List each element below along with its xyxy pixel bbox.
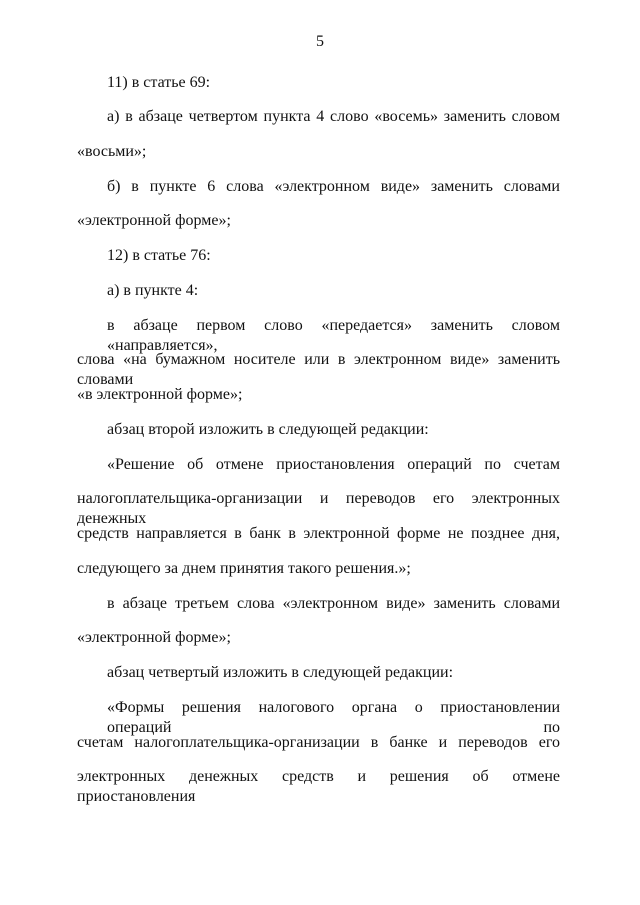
page-number: 5 <box>316 33 324 50</box>
paragraph-line: «восьми»; <box>77 143 147 160</box>
paragraph-line: в абзаце третьем слова «электронном виде» заменить словами <box>107 595 560 612</box>
paragraph-line: следующего за днем принятия такого решения.»; <box>77 560 411 577</box>
paragraph-line: «электронной форме»; <box>77 629 231 646</box>
paragraph-line: абзац четвертый изложить в следующей редакции: <box>107 664 454 681</box>
paragraph-line: «в электронной форме»; <box>77 386 243 403</box>
paragraph-line: налогоплательщика-организации и переводов его электронных денежных <box>77 490 560 527</box>
paragraph-line: 12) в статье 76: <box>107 247 211 264</box>
paragraph-line: слова «на бумажном носителе или в электронном виде» заменить словами <box>77 351 560 388</box>
paragraph-line: абзац второй изложить в следующей редакции: <box>107 421 429 438</box>
paragraph-line: «Формы решения налогового органа о приостановлении операций по <box>107 699 560 736</box>
paragraph-line: а) в пункте 4: <box>107 282 199 299</box>
paragraph-line: средств направляется в банк в электронной форме не позднее дня, <box>77 525 560 542</box>
paragraph-line: электронных денежных средств и решения об отмене приостановления <box>77 768 560 805</box>
paragraph-line: счетам налогоплательщика-организации в банке и переводов его <box>77 734 560 751</box>
paragraph-line: а) в абзаце четвертом пункта 4 слово «восемь» заменить словом <box>107 108 560 125</box>
paragraph-line: «Решение об отмене приостановления операций по счетам <box>107 456 560 473</box>
paragraph-line: б) в пункте 6 слова «электронном виде» заменить словами <box>107 178 560 195</box>
paragraph-line: 11) в статье 69: <box>107 74 211 91</box>
paragraph-line: в абзаце первом слово «передается» заменить словом «направляется», <box>107 317 560 354</box>
paragraph-line: «электронной форме»; <box>77 212 231 229</box>
